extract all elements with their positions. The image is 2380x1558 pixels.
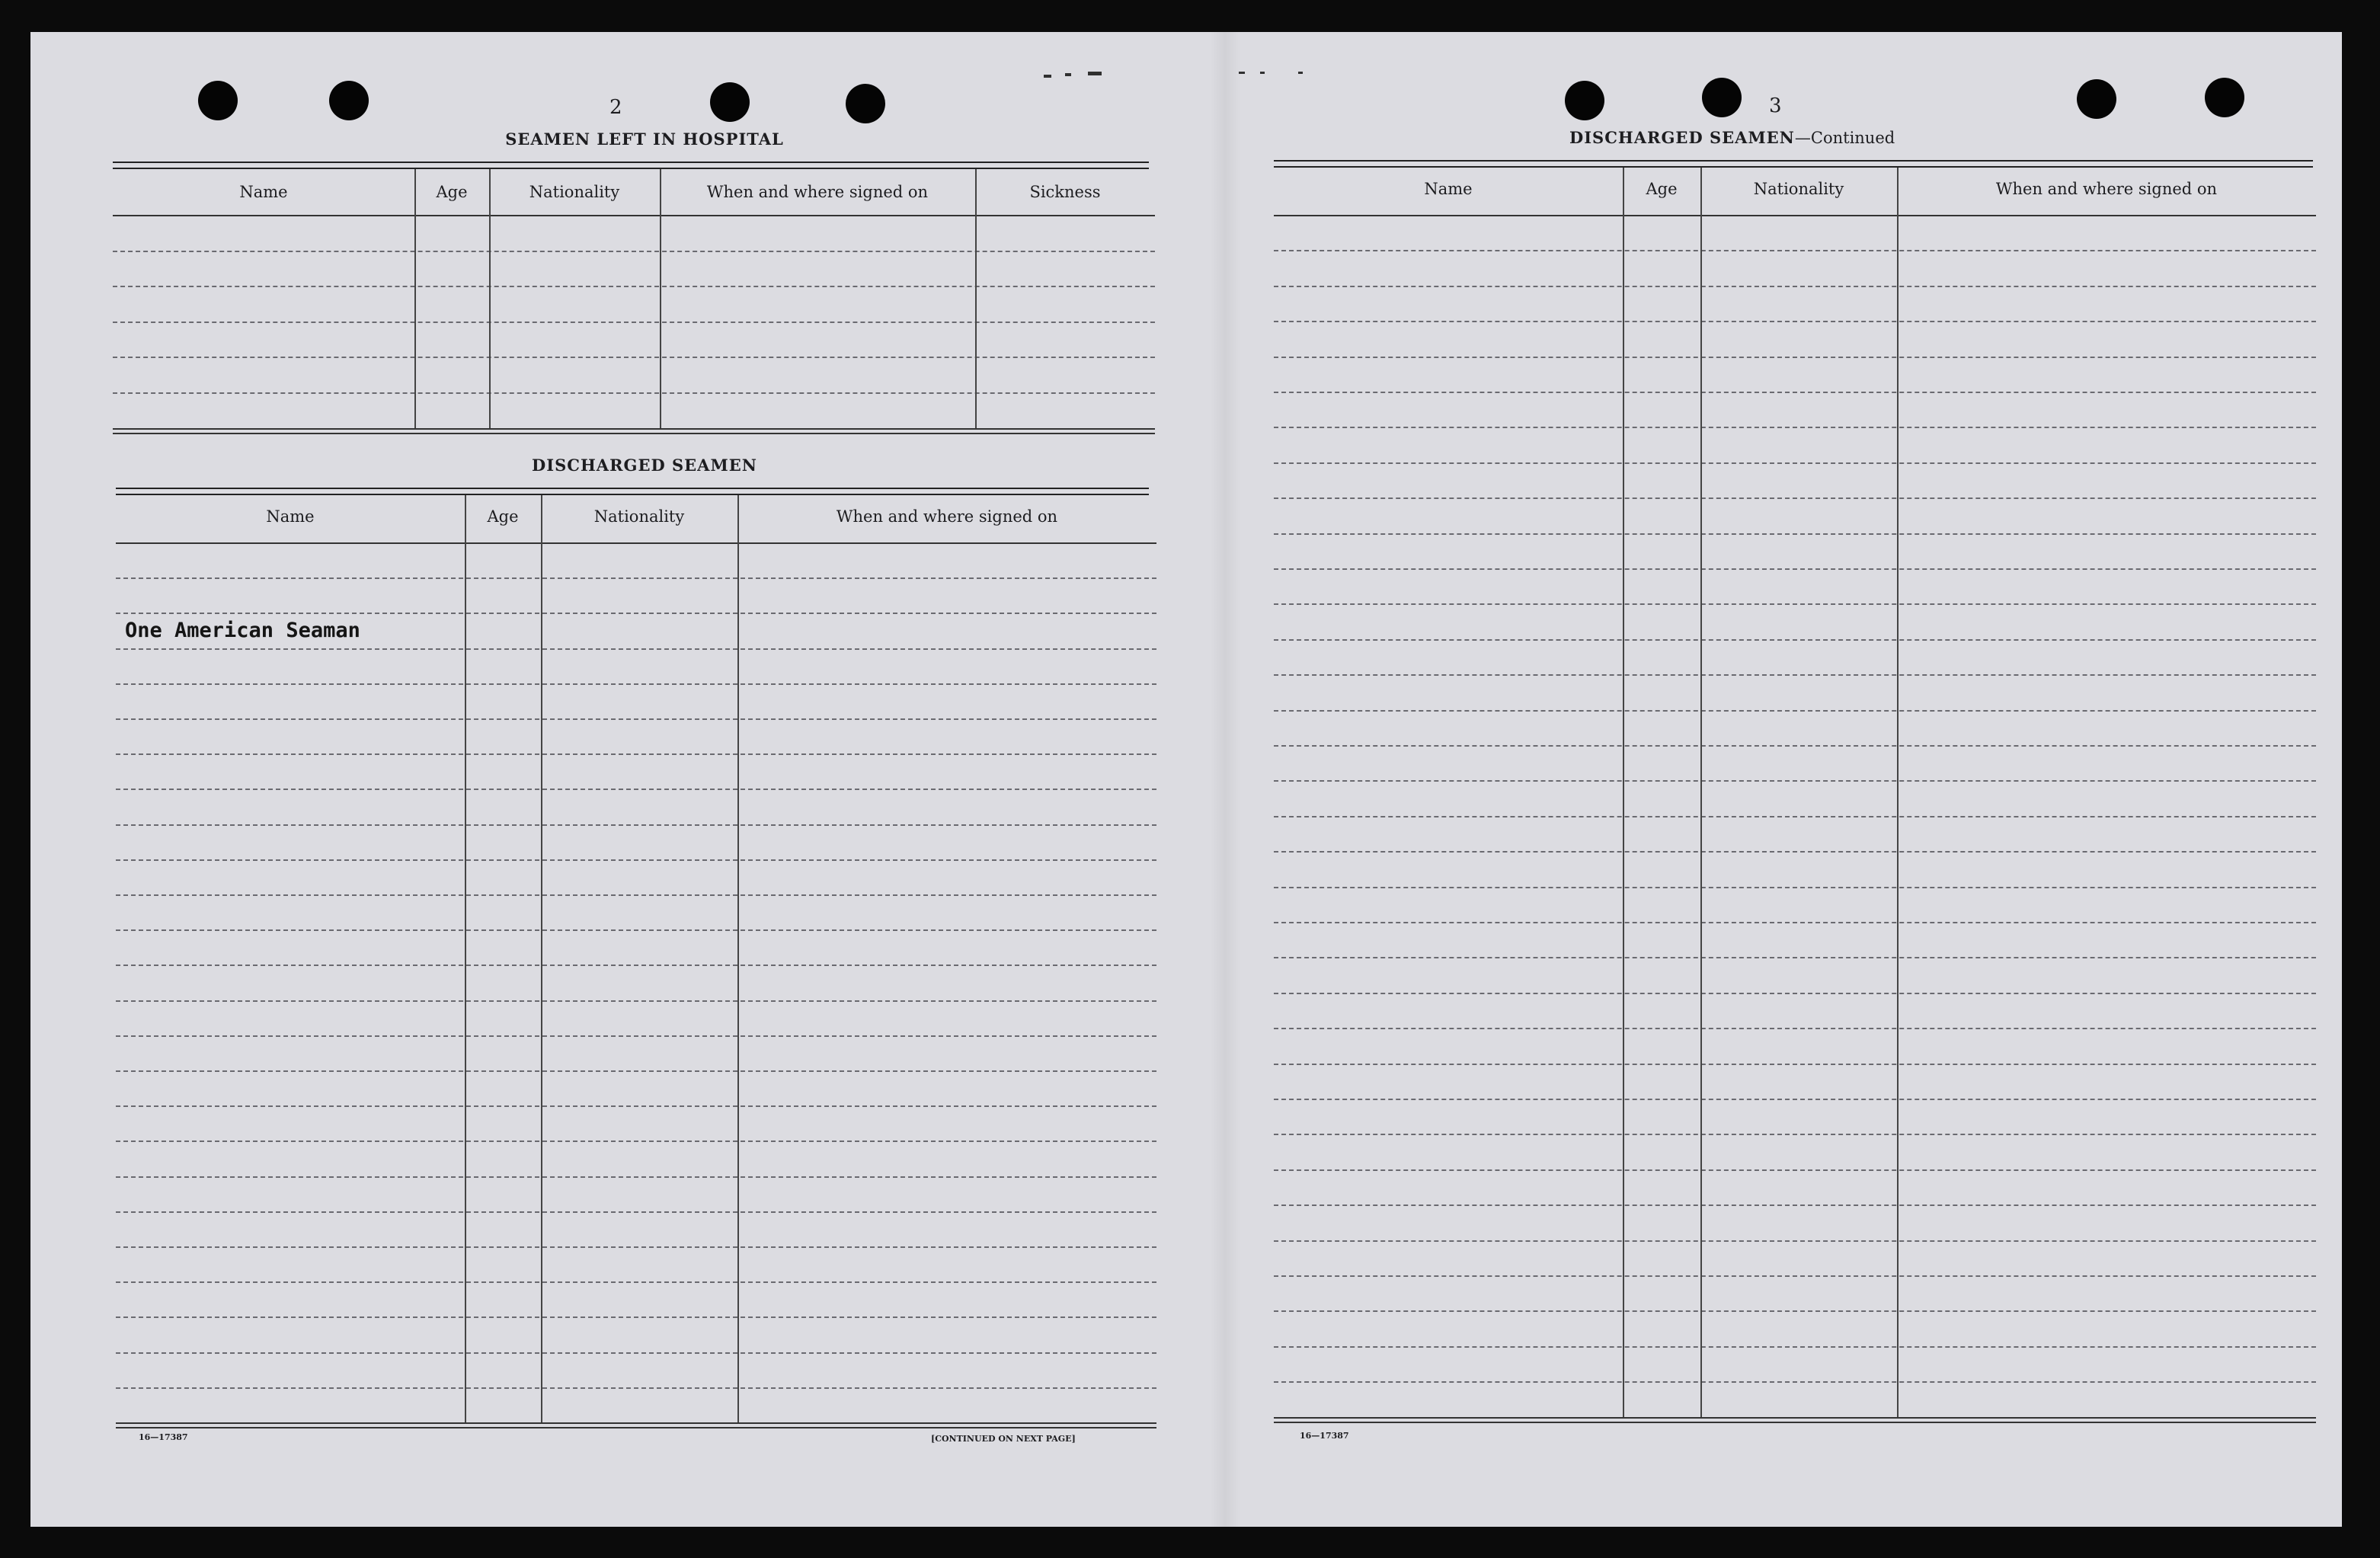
column-divider xyxy=(541,495,542,1422)
table-row-line xyxy=(1274,1169,2316,1171)
column-divider xyxy=(1623,168,1624,1417)
table-row-line xyxy=(116,1141,1156,1142)
form-number: 16—17387 xyxy=(1300,1431,1349,1441)
table-row-line xyxy=(116,965,1156,966)
table-row-line xyxy=(116,1176,1156,1178)
table-row-line xyxy=(116,1000,1156,1002)
punch-hole xyxy=(198,81,238,120)
table-row-line xyxy=(113,251,1155,252)
table-row-line xyxy=(113,357,1155,358)
table-row-line xyxy=(116,859,1156,861)
discharged-header-double-rule xyxy=(116,494,1149,495)
table-row-line xyxy=(116,683,1156,685)
table-row-line xyxy=(116,1246,1156,1248)
column-header: Age xyxy=(487,507,519,526)
table-row-line xyxy=(1274,250,2316,251)
table-row-line xyxy=(116,1035,1156,1037)
column-header: Name xyxy=(239,183,288,201)
table-row-line xyxy=(1274,922,2316,923)
table-row-line xyxy=(1274,993,2316,994)
column-divider xyxy=(489,169,491,428)
table-row-line xyxy=(116,1352,1156,1354)
table-row-line xyxy=(1274,462,2316,464)
table-row-line xyxy=(1274,286,2316,287)
table-row-line xyxy=(1274,710,2316,712)
column-header: Nationality xyxy=(529,183,620,201)
table-row-line xyxy=(116,577,1156,579)
column-divider xyxy=(465,495,466,1422)
table-bottom-rule xyxy=(1274,1417,2316,1419)
column-divider xyxy=(737,495,739,1422)
column-header: Name xyxy=(266,507,315,526)
discharged-continued-suffix: —Continued xyxy=(1794,129,1895,147)
column-header: Age xyxy=(1646,180,1678,198)
table-row-line xyxy=(116,894,1156,896)
table-bottom-rule xyxy=(113,428,1155,430)
discharged-section-title: DISCHARGED SEAMEN xyxy=(532,456,757,475)
table-row-line xyxy=(1274,887,2316,888)
ink-speck xyxy=(1088,72,1102,75)
table-bottom-rule xyxy=(116,1422,1156,1424)
ledger-sheet xyxy=(30,32,2342,1527)
discharged-continued-title xyxy=(1569,128,1895,147)
column-divider xyxy=(660,169,661,428)
column-header: When and where signed on xyxy=(1995,180,2218,198)
punch-hole xyxy=(2077,79,2116,119)
table-row-line xyxy=(116,824,1156,826)
table-row-line xyxy=(1274,357,2316,358)
table-row-line xyxy=(116,753,1156,755)
table-row-line xyxy=(1274,674,2316,676)
hospital-section-title: SEAMEN LEFT IN HOSPITAL xyxy=(505,130,784,149)
table-row-line xyxy=(1274,533,2316,535)
continued-header-double-rule xyxy=(1274,160,2313,162)
column-header: When and where signed on xyxy=(706,183,929,201)
table-row-line xyxy=(1274,1099,2316,1100)
table-row-line xyxy=(1274,1346,2316,1348)
column-header: Sickness xyxy=(1029,183,1101,201)
table-row-line xyxy=(1274,639,2316,641)
table-row-line xyxy=(116,1070,1156,1072)
column-divider xyxy=(1700,168,1702,1417)
ink-speck xyxy=(1239,72,1245,74)
form-number: 16—17387 xyxy=(139,1432,188,1442)
header-underline xyxy=(1274,215,2316,216)
discharged-entry-name: One American Seaman xyxy=(125,619,360,642)
table-row-line xyxy=(116,1387,1156,1389)
punch-hole xyxy=(710,82,750,122)
punch-hole xyxy=(1565,81,1604,120)
discharged-header-double-rule xyxy=(116,488,1149,489)
table-row-line xyxy=(1274,816,2316,817)
table-bottom-rule xyxy=(113,433,1155,434)
ink-speck xyxy=(1065,73,1071,76)
table-row-line xyxy=(116,1211,1156,1213)
ink-speck xyxy=(1298,72,1303,74)
ink-speck xyxy=(1044,75,1051,78)
table-bottom-rule xyxy=(1274,1422,2316,1423)
page-number: 2 xyxy=(609,96,622,119)
table-row-line xyxy=(1274,780,2316,782)
table-row-line xyxy=(1274,1310,2316,1312)
column-header: Nationality xyxy=(1753,180,1844,198)
punch-hole xyxy=(329,81,369,120)
table-row-line xyxy=(1274,1240,2316,1242)
table-row-line xyxy=(116,613,1156,614)
table-bottom-rule xyxy=(116,1427,1156,1428)
punch-hole xyxy=(1702,78,1742,117)
table-row-line xyxy=(1274,1064,2316,1065)
table-row-line xyxy=(1274,1204,2316,1206)
table-row-line xyxy=(1274,321,2316,322)
header-underline xyxy=(116,542,1156,544)
discharged-continued-title-main: DISCHARGED SEAMEN xyxy=(1569,128,1795,147)
table-row-line xyxy=(1274,427,2316,428)
column-header: Name xyxy=(1424,180,1473,198)
table-row-line xyxy=(1274,745,2316,747)
column-divider xyxy=(975,169,977,428)
table-row-line xyxy=(1274,1028,2316,1029)
table-row-line xyxy=(116,1316,1156,1318)
column-divider xyxy=(414,169,416,428)
table-row-line xyxy=(1274,392,2316,393)
header-underline xyxy=(113,215,1155,216)
punch-hole xyxy=(846,84,885,123)
table-row-line xyxy=(113,322,1155,323)
table-row-line xyxy=(1274,1381,2316,1383)
column-header: When and where signed on xyxy=(836,507,1058,526)
table-row-line xyxy=(116,1281,1156,1283)
table-row-line xyxy=(1274,568,2316,570)
hospital-header-double-rule xyxy=(113,168,1149,169)
table-row-line xyxy=(1274,957,2316,958)
table-row-line xyxy=(113,392,1155,394)
continued-note: [CONTINUED ON NEXT PAGE] xyxy=(931,1434,1076,1444)
table-row-line xyxy=(1274,851,2316,853)
table-row-line xyxy=(116,1105,1156,1107)
punch-hole xyxy=(2205,78,2244,117)
page-fold xyxy=(1210,32,1240,1527)
column-header: Nationality xyxy=(593,507,685,526)
table-row-line xyxy=(113,286,1155,287)
table-row-line xyxy=(1274,1275,2316,1277)
table-row-line xyxy=(116,789,1156,790)
table-row-line xyxy=(1274,497,2316,499)
hospital-header-double-rule xyxy=(113,162,1149,163)
table-row-line xyxy=(1274,603,2316,605)
table-row-line xyxy=(116,929,1156,931)
table-row-line xyxy=(1274,1134,2316,1135)
ink-speck xyxy=(1260,72,1265,74)
column-divider xyxy=(1897,168,1899,1417)
column-header: Age xyxy=(436,183,468,201)
table-row-line xyxy=(116,648,1156,650)
continued-header-double-rule xyxy=(1274,166,2313,168)
table-row-line xyxy=(116,718,1156,720)
page-number: 3 xyxy=(1769,94,1782,117)
